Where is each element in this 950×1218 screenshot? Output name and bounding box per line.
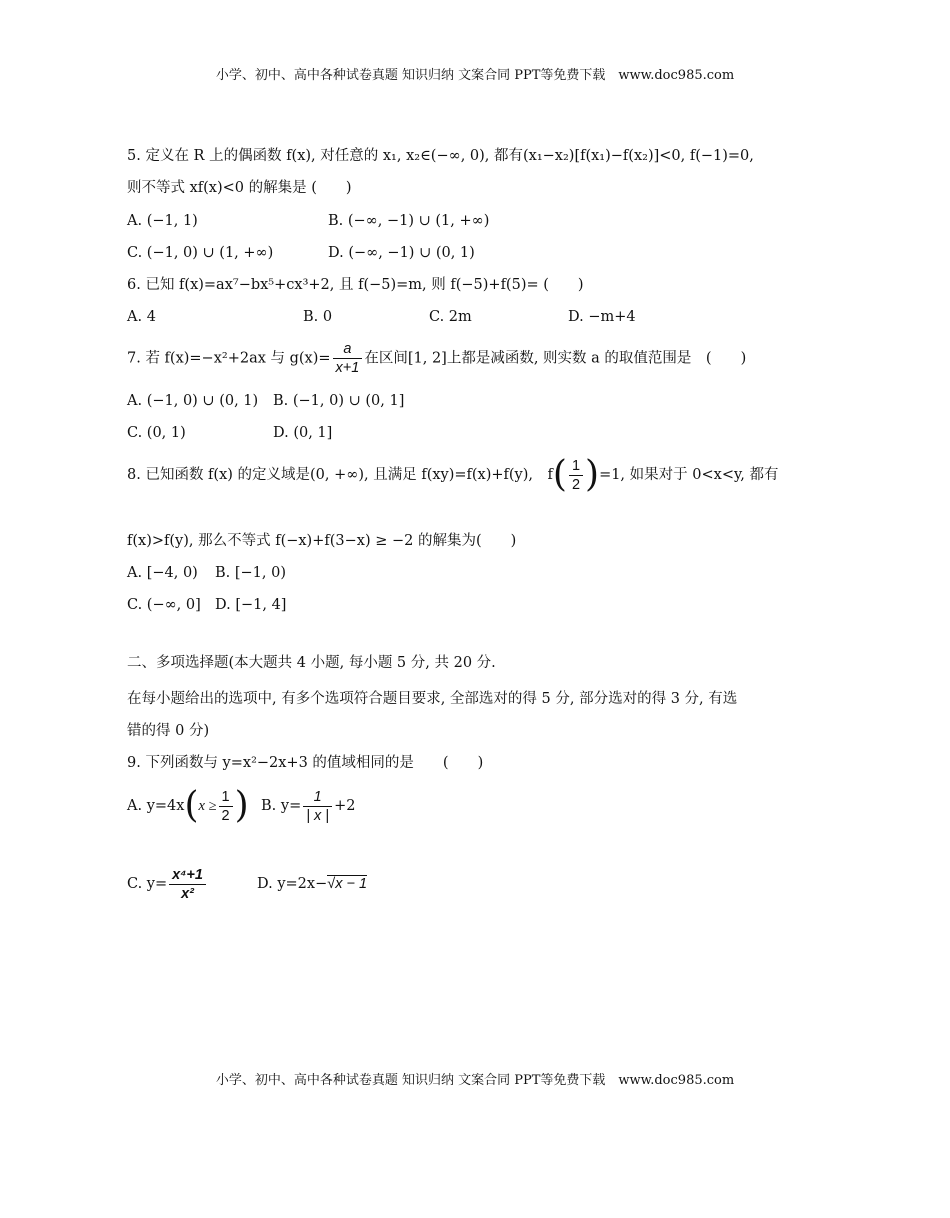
q5-option-a: A. (−1, 1) bbox=[127, 213, 198, 229]
q9-option-b bbox=[261, 786, 355, 826]
page-header: 小学、初中、高中各种试卷真题 知识归纳 文案合同 PPT等免费下载 www.doc985.com bbox=[215, 68, 735, 83]
q7-stem-pre: 7. 若 f(x)=−x²+2ax 与 g(x)= bbox=[127, 350, 331, 367]
section2-instructions-cont: 错的得 0 分) bbox=[127, 723, 210, 739]
q8-option-a: A. [−4, 0) bbox=[127, 565, 198, 581]
q9-stem: 9. 下列函数与 y=x²−2x+3 的值域相同的是 ( ) bbox=[127, 755, 484, 771]
q8-stem-cont: f(x)>f(y), 那么不等式 f(−x)+f(3−x) ≥ −2 的解集为( ) bbox=[127, 533, 517, 549]
q7-stem-post: 在区间[1, 2]上都是减函数, 则实数 a 的取值范围是 ( ) bbox=[364, 350, 747, 367]
q8-option-c: C. (−∞, 0] bbox=[127, 597, 201, 613]
q7-option-d: D. (0, 1] bbox=[273, 425, 333, 441]
q8-frac-num: 1 bbox=[569, 457, 583, 476]
q7-fraction bbox=[333, 340, 363, 377]
q9-d-root: √x − 1 bbox=[327, 876, 368, 892]
q6-option-a: A. 4 bbox=[127, 309, 156, 325]
q8-stem: 8. 已知函数 f(x) 的定义域是(0, +∞), 且满足 f(xy)=f(x)+f(y), f( $\frac{1}{2}$ )=1, 如果对于 0<x<y, 都有 bbox=[127, 454, 779, 495]
page-footer: 小学、初中、高中各种试卷真题 知识归纳 文案合同 PPT等免费下载 www.doc985.com bbox=[215, 1073, 735, 1088]
q9-c-num: x⁴+1 bbox=[169, 866, 206, 885]
q9-b-num: 1 bbox=[303, 788, 332, 807]
q7-option-a: A. (−1, 0) ∪ (0, 1) bbox=[127, 393, 259, 409]
q5-option-d: D. (−∞, −1) ∪ (0, 1) bbox=[328, 245, 475, 261]
q7-option-b: B. (−1, 0) ∪ (0, 1] bbox=[273, 393, 405, 409]
q6-option-d: D. −m+4 bbox=[568, 309, 636, 325]
q9-a-den: 2 bbox=[221, 807, 230, 824]
q9-option-a: A. y=4x(x ≥ $\frac{1}{2}$ ) bbox=[127, 785, 249, 826]
q9-b-pre: B. y= bbox=[261, 798, 302, 814]
q9-option-c bbox=[127, 864, 208, 904]
q6-option-b: B. 0 bbox=[303, 309, 333, 325]
q9-c-pre: C. y= bbox=[127, 876, 168, 892]
q9-a-condition: x ≥ bbox=[198, 798, 217, 814]
q9-d-pre: D. y=2x− bbox=[257, 876, 328, 892]
q9-b-den: | x | bbox=[306, 807, 330, 824]
q6-option-c: C. 2m bbox=[429, 309, 472, 325]
q8-option-b: B. [−1, 0) bbox=[215, 565, 287, 581]
q7-stem bbox=[127, 340, 746, 377]
q9-c-den: x² bbox=[181, 885, 194, 902]
section2-title: 二、多项选择题(本大题共 4 小题, 每小题 5 分, 共 20 分. bbox=[127, 655, 496, 671]
q8-option-d: D. [−1, 4] bbox=[215, 597, 287, 613]
q8-stem-post: =1, 如果对于 0<x<y, 都有 bbox=[599, 467, 779, 483]
q6-stem: 6. 已知 f(x)=ax⁷−bx⁵+cx³+2, 且 f(−5)=m, 则 f(−5)+f(5)= ( ) bbox=[127, 277, 584, 293]
q5-option-c: C. (−1, 0) ∪ (1, +∞) bbox=[127, 245, 274, 261]
q7-frac-num: a bbox=[333, 340, 363, 359]
q9-b-post: +2 bbox=[334, 798, 356, 814]
q8-fraction bbox=[569, 457, 583, 494]
section2-instructions: 在每小题给出的选项中, 有多个选项符合题目要求, 全部选对的得 5 分, 部分选对的得 3 分, 有选 bbox=[127, 691, 738, 707]
q5-option-b: B. (−∞, −1) ∪ (1, +∞) bbox=[328, 213, 490, 229]
q9-a-num: 1 bbox=[219, 788, 233, 807]
q7-frac-den: x+1 bbox=[335, 360, 360, 376]
q9-a-pre: A. y=4x bbox=[127, 798, 185, 814]
q5-stem-cont: 则不等式 xf(x)<0 的解集是 ( ) bbox=[127, 180, 352, 196]
q8-stem-pre: 8. 已知函数 f(x) 的定义域是(0, +∞), 且满足 f(xy)=f(x)+f(y), f bbox=[127, 467, 553, 483]
q7-option-c: C. (0, 1) bbox=[127, 425, 186, 441]
q5-stem: 5. 定义在 R 上的偶函数 f(x), 对任意的 x₁, x₂∈(−∞, 0), 都有(x₁−x₂)[f(x₁)−f(x₂)]<0, f(−1)=0, bbox=[127, 148, 754, 164]
q9-option-d bbox=[257, 874, 367, 894]
q8-frac-den: 2 bbox=[571, 476, 581, 493]
